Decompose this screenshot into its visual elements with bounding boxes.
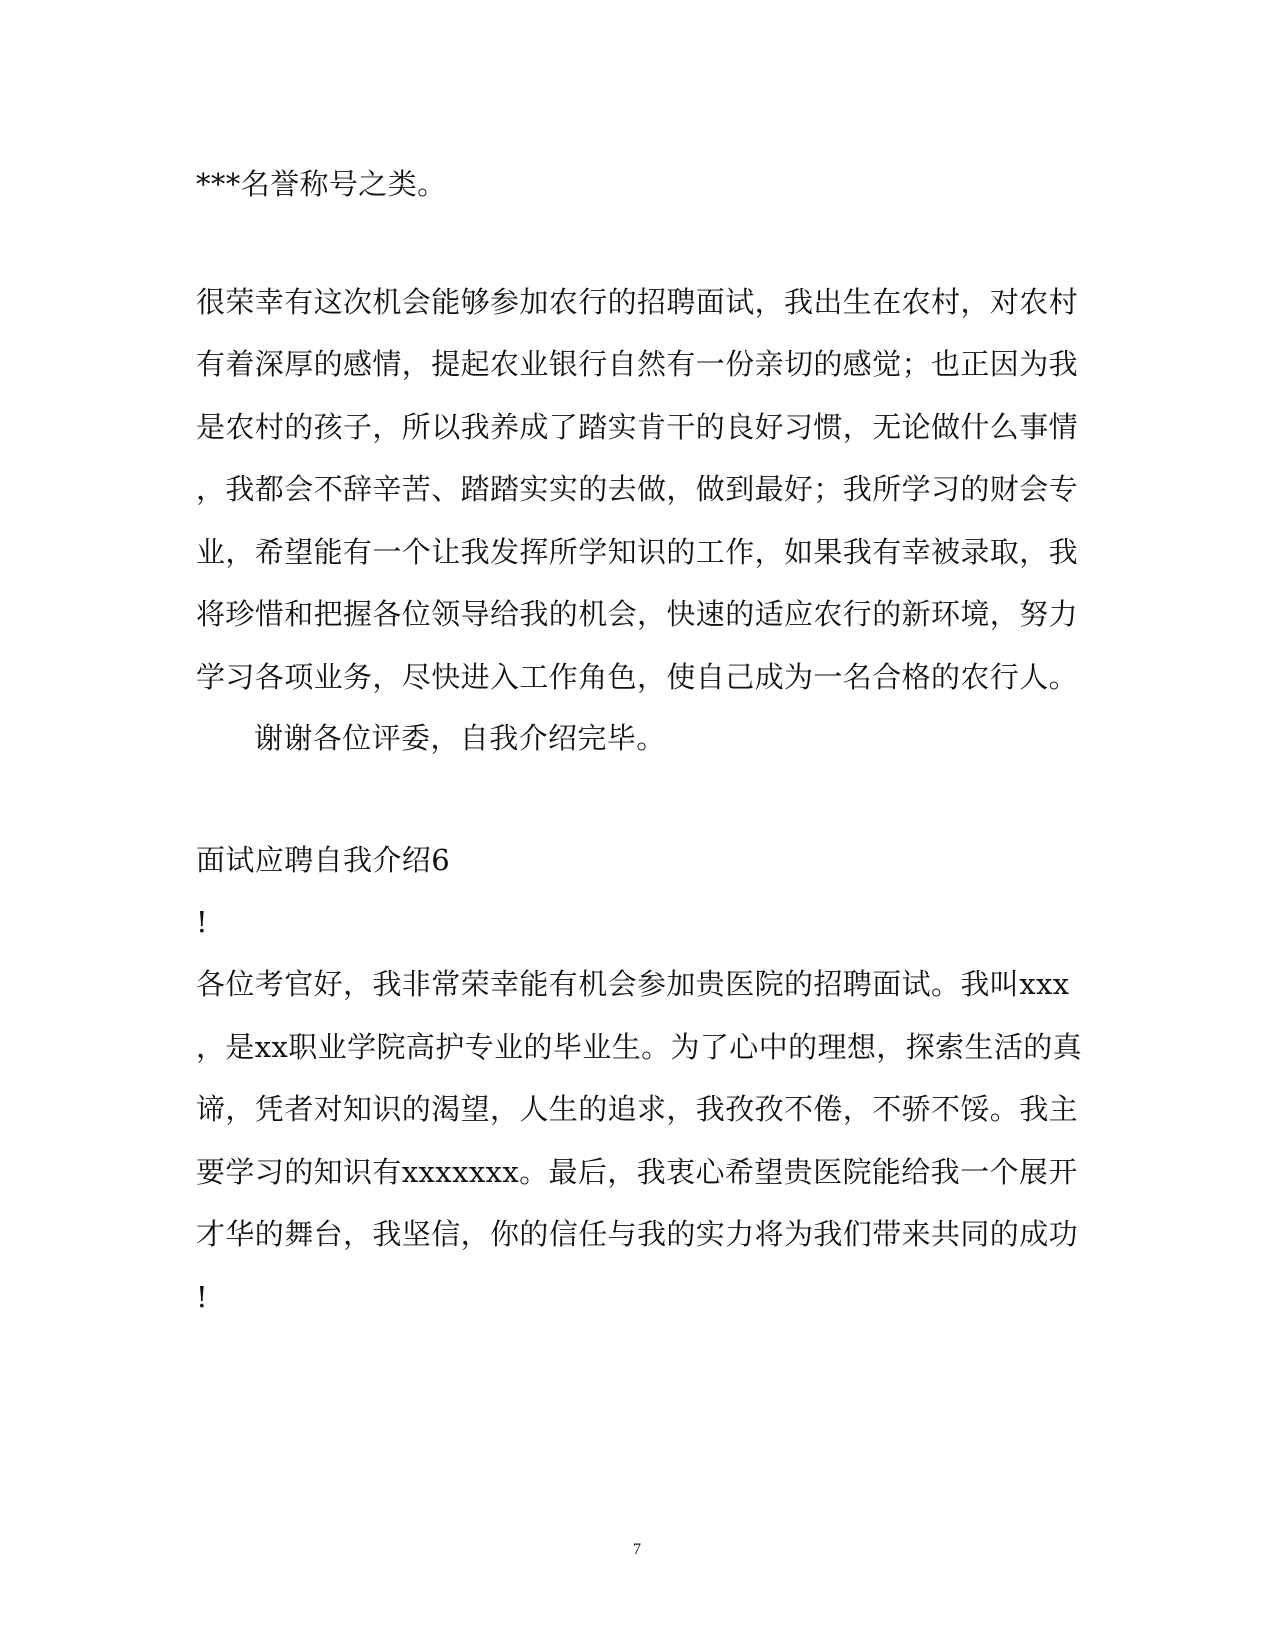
page-number: 7	[633, 1541, 641, 1558]
paragraph-line: ，是xx职业学院高护专业的毕业生。为了心中的理想，探索生活的真	[196, 1030, 1083, 1064]
closing-line: 谢谢各位评委，自我介绍完毕。	[254, 721, 666, 755]
paragraph-line: 要学习的知识有xxxxxxx。最后，我衷心希望贵医院能给我一个展开	[196, 1155, 1078, 1189]
paragraph-line: 是农村的孩子，所以我养成了踏实肯干的良好习惯，无论做什么事情	[196, 410, 1079, 444]
paragraph-line: 很荣幸有这次机会能够参加农行的招聘面试，我出生在农村，对农村	[196, 285, 1079, 319]
paragraph-line: 业，希望能有一个让我发挥所学知识的工作，如果我有幸被录取，我	[196, 535, 1079, 569]
section-title: 面试应聘自我介绍6	[196, 843, 451, 877]
paragraph-line: 各位考官好，我非常荣幸能有机会参加贵医院的招聘面试。我叫xxx	[196, 967, 1070, 1001]
fragment-line: ***名誉称号之类。	[196, 167, 447, 201]
paragraph-line: ，我都会不辞辛苦、踏踏实实的去做，做到最好；我所学习的财会专	[196, 472, 1079, 506]
paragraph-line: 学习各项业务，尽快进入工作角色，使自己成为一名合格的农行人。	[196, 660, 1079, 694]
paragraph-line: 谛，凭者对知识的渴望，人生的追求，我孜孜不倦，不骄不馁。我主	[196, 1092, 1079, 1126]
paragraph-line: 有着深厚的感情，提起农业银行自然有一份亲切的感觉；也正因为我	[196, 347, 1079, 381]
paragraph-line: 才华的舞台，我坚信，你的信任与我的实力将为我们带来共同的成功	[196, 1217, 1079, 1251]
paragraph-line: !	[196, 1280, 209, 1314]
paragraph-line: 将珍惜和把握各位领导给我的机会，快速的适应农行的新环境，努力	[196, 597, 1079, 631]
section-mark: !	[196, 905, 209, 939]
